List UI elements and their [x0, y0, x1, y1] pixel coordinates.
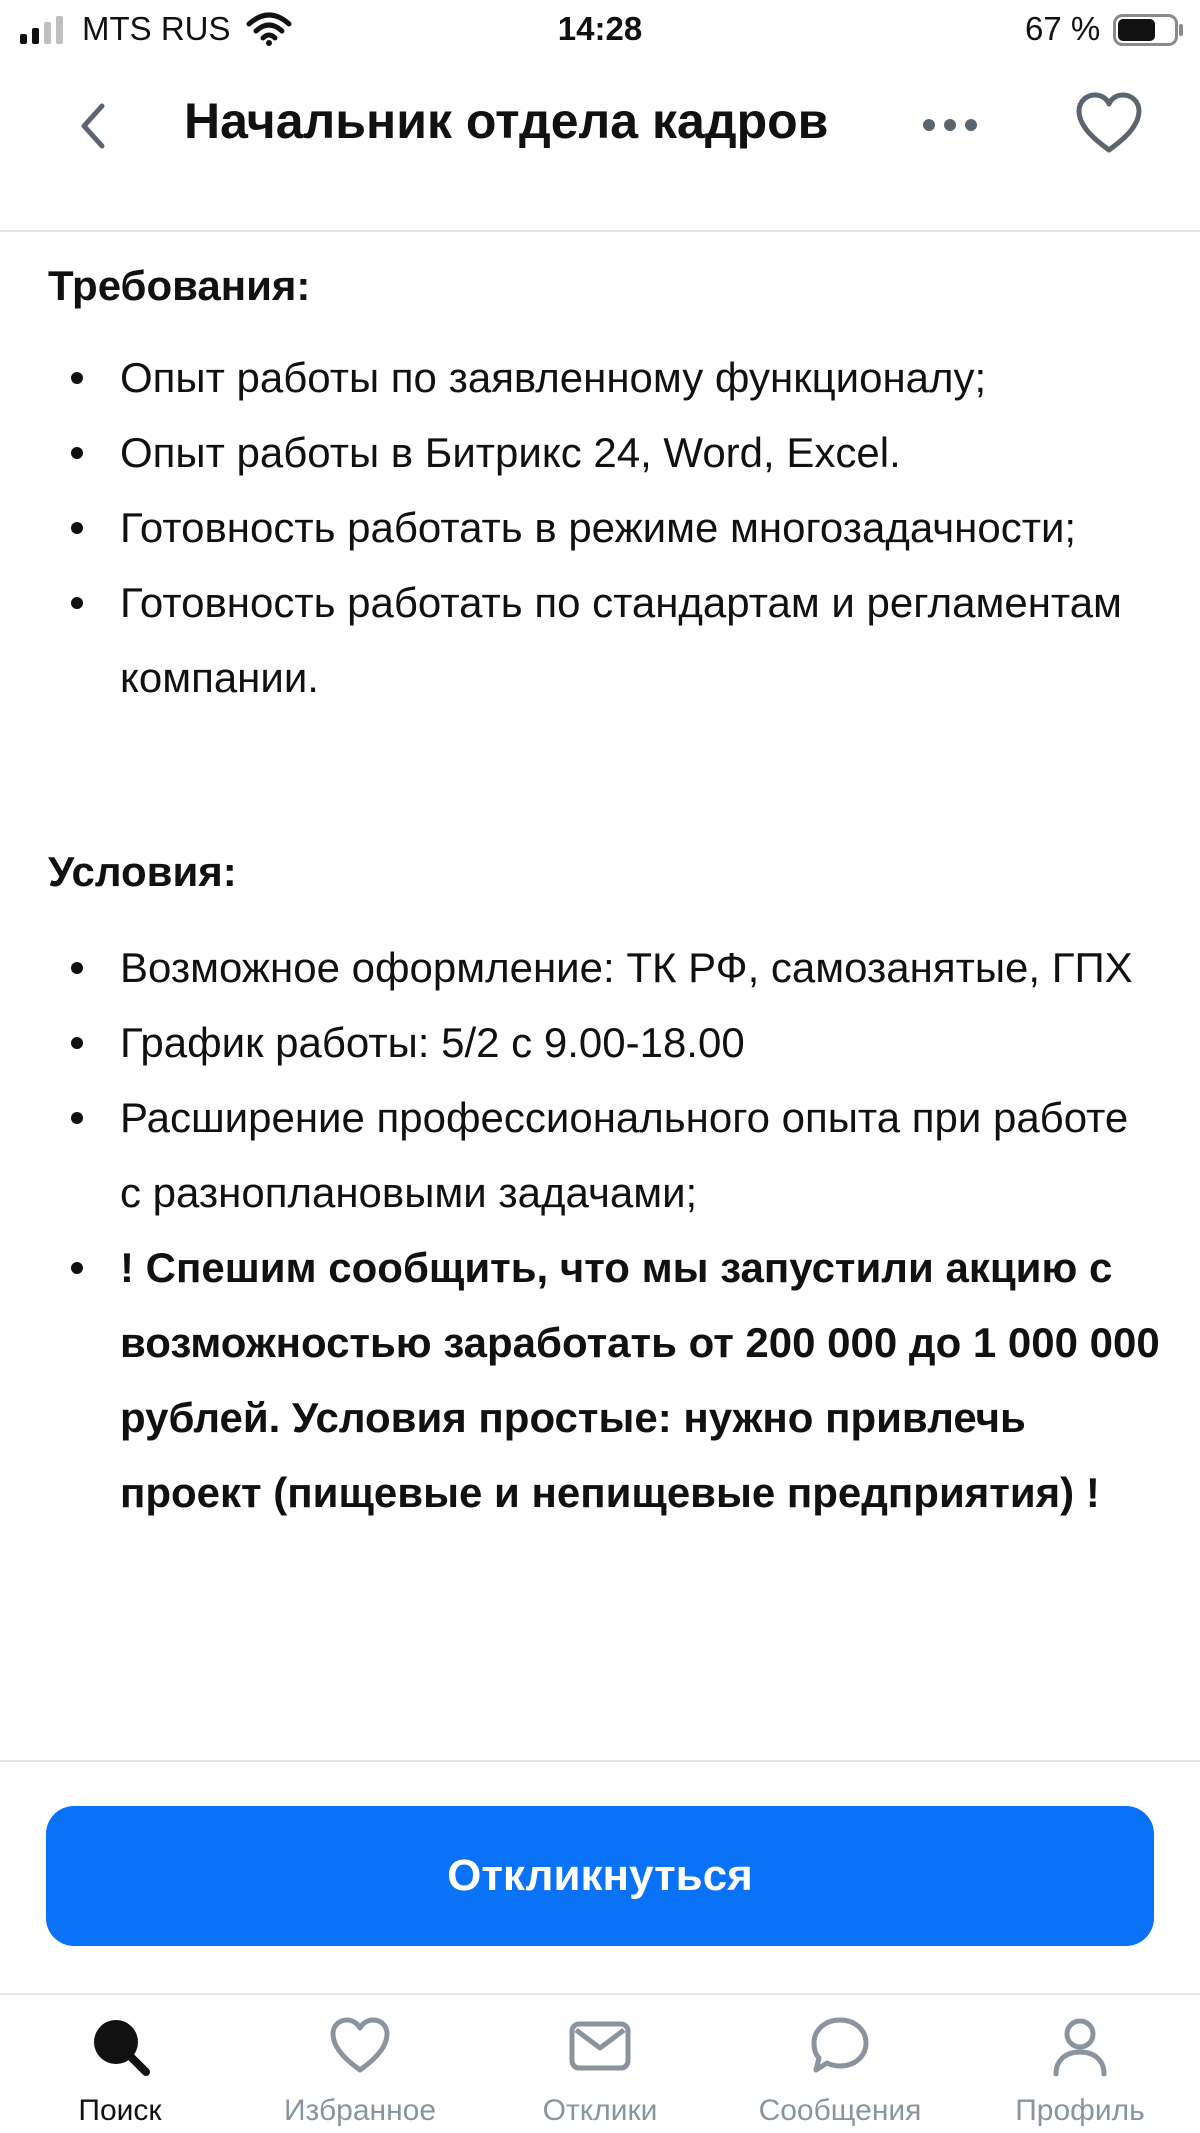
heart-icon	[328, 2014, 392, 2078]
content-divider	[0, 1760, 1200, 1762]
requirements-title: Требования:	[48, 262, 311, 309]
status-time: 14:28	[557, 10, 643, 47]
search-icon	[88, 2014, 152, 2078]
tab-label: Профиль	[1015, 2094, 1145, 2127]
tab-label: Отклики	[542, 2094, 658, 2127]
tab-messages[interactable]	[720, 1994, 960, 2133]
requirements-list	[0, 340, 1200, 715]
header-divider	[0, 230, 1200, 232]
list-item: Опыт работы в Битрикс 24, Word, Excel.	[0, 415, 1200, 490]
tab-label: Избранное	[283, 2094, 437, 2127]
heart-outline-icon	[1074, 90, 1144, 156]
tab-responses[interactable]	[480, 1994, 720, 2133]
favorite-button[interactable]	[1074, 90, 1144, 156]
chevron-left-icon	[70, 96, 120, 156]
list-item: Готовность работать в режиме многозадачности;	[0, 490, 1200, 565]
header	[0, 70, 1200, 230]
list-item: Готовность работать по стандартам и регламентам компании.	[0, 565, 1200, 715]
respond-button[interactable]: Откликнуться	[46, 1806, 1154, 1946]
tab-profile[interactable]	[960, 1994, 1200, 2133]
carrier-name: MTS RUS	[82, 10, 231, 47]
list-item: Возможное оформление: ТК РФ, самозанятые, ГПХ	[0, 930, 1200, 1005]
tab-favorites[interactable]	[240, 1994, 480, 2133]
conditions-title: Условия:	[48, 848, 237, 895]
user-icon	[1048, 2014, 1112, 2078]
mail-icon	[568, 2014, 632, 2078]
list-item: Опыт работы по заявленному функционалу;	[0, 340, 1200, 415]
list-item: Расширение профессионального опыта при работе с разноплановыми задачами;	[0, 1080, 1200, 1230]
status-bar	[0, 0, 1200, 60]
more-dots-icon	[920, 110, 980, 140]
promo-list-item: ! Спешим сообщить, что мы запустили акцию с возможностью заработать от 200 000 до 1 000 000 рублей. Условия простые: нужно привлечь проект (пищевые и непищевые предприятия) !	[0, 1230, 1200, 1530]
list-item: График работы: 5/2 с 9.00-18.00	[0, 1005, 1200, 1080]
back-button[interactable]	[70, 96, 120, 156]
battery-level	[1118, 19, 1155, 41]
tab-search[interactable]	[0, 1994, 240, 2133]
battery-icon	[1113, 14, 1185, 46]
chat-bubble-icon	[808, 2014, 872, 2078]
more-button[interactable]	[920, 110, 980, 140]
conditions-list	[0, 930, 1200, 1530]
page-title: Начальник отдела кадров	[184, 93, 829, 149]
battery-percent: 67 %	[1025, 10, 1101, 47]
tab-bar	[0, 1994, 1200, 2133]
tab-label: Поиск	[78, 2094, 162, 2127]
tab-label: Сообщения	[758, 2094, 922, 2127]
